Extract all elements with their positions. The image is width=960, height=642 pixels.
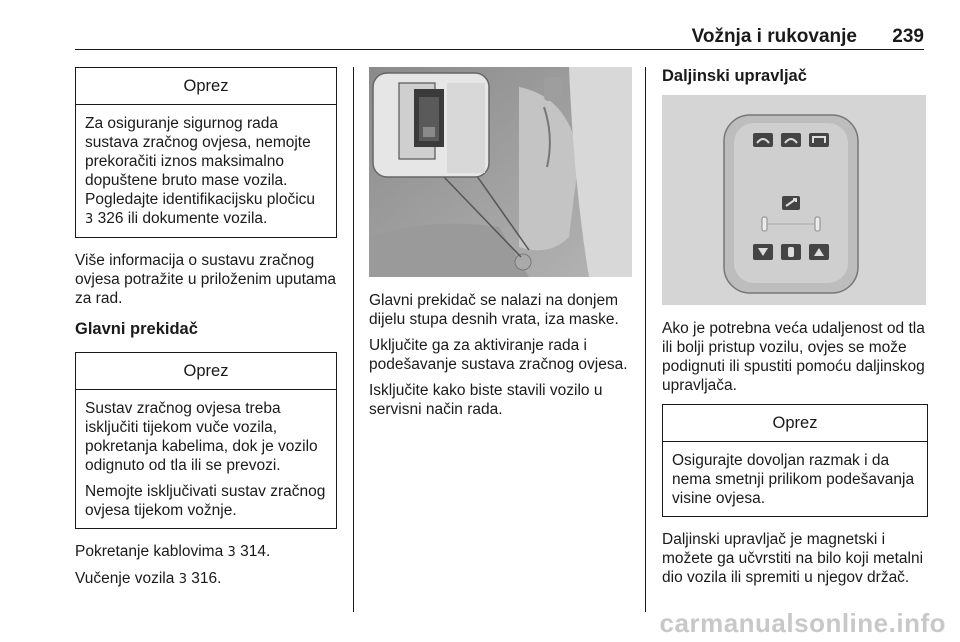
main-switch-illustration: [369, 67, 632, 277]
page-number: 239: [892, 26, 924, 47]
watermark: carmanualsonline.info: [659, 608, 946, 638]
caution-box-2: [75, 352, 337, 529]
page-ref-arrow-icon: 3: [85, 212, 94, 227]
column-divider-right: [645, 67, 646, 612]
column-2: [369, 67, 632, 426]
page-ref-link[interactable]: 316.: [191, 570, 222, 587]
page-ref-arrow-icon: 3: [178, 572, 187, 587]
deactivate-paragraph: Isključite kako biste stavili vozilo u servisni način rada.: [369, 382, 603, 418]
column-3: [662, 67, 928, 594]
magnetic-paragraph: Daljinski upravljač je magnetski i možete ga učvrstiti na bilo koji metalni dio vozila ili spremiti u njegov držač.: [662, 531, 924, 586]
xref-towing: [75, 569, 337, 589]
caution-text-tail: ili dokumente vozila.: [127, 210, 268, 227]
remote-control-heading: Daljinski upravljač: [662, 67, 807, 85]
caution-heading-3: Oprez: [663, 405, 927, 442]
caution-text-2b: Nemojte isključivati sustav zračnog ovjesa tijekom vožnje.: [85, 483, 326, 519]
column-divider-left: [353, 67, 354, 612]
header-rule: [75, 49, 924, 50]
caution-text-3: Osigurajte dovoljan razmak i da nema smetnji prilikom podešavanja visine ovjesa.: [672, 452, 915, 507]
caution-box-3: [662, 404, 928, 517]
column-1: [75, 67, 337, 596]
xref-label: Pokretanje kablovima: [75, 543, 224, 560]
location-paragraph: Glavni prekidač se nalazi na donjem dijelu stupa desnih vrata, iza maske.: [369, 292, 619, 328]
activate-paragraph: Uključite ga za aktiviranje rada i podešavanje sustava zračnog ovjesa.: [369, 337, 628, 373]
info-paragraph: Više informacija o sustavu zračnog ovjesa potražite u priloženim uputama za rad.: [75, 252, 337, 307]
height-preset-buttons: [753, 133, 829, 147]
up-down-buttons: [753, 244, 829, 260]
caution-text-2a: Sustav zračnog ovjesa treba isključiti tijekom vuče vozila, pokretanja kabelima, dok je vozilo odignuto od tla ili se prevozi.: [85, 400, 318, 474]
xref-label: Vučenje vozila: [75, 570, 175, 587]
remote-control-illustration: [662, 95, 926, 305]
caution-heading: Oprez: [76, 68, 336, 105]
page-ref-arrow-icon: 3: [227, 545, 236, 560]
xref-jump-start: [75, 542, 337, 562]
page-ref-link[interactable]: 326: [97, 210, 124, 227]
page-ref-link[interactable]: 314.: [240, 543, 271, 560]
section-title: Vožnja i rukovanje: [691, 26, 857, 47]
caution-text: Za osiguranje sigurnog rada sustava zračnog ovjesa, nemojte prekoračiti iznos maksimalno dopuštene bruto mase vozila. Pogledajte identifikacijsku pločicu: [85, 115, 316, 208]
main-switch-heading: Glavni prekidač: [75, 320, 198, 338]
remote-intro-paragraph: Ako je potrebna veća udaljenost od tla ili bolji pristup vozilu, ovjes se može podignuti ili spustiti pomoću daljinskog upravljača.: [662, 320, 925, 394]
caution-heading-2: Oprez: [76, 353, 336, 390]
caution-box: [75, 67, 337, 238]
